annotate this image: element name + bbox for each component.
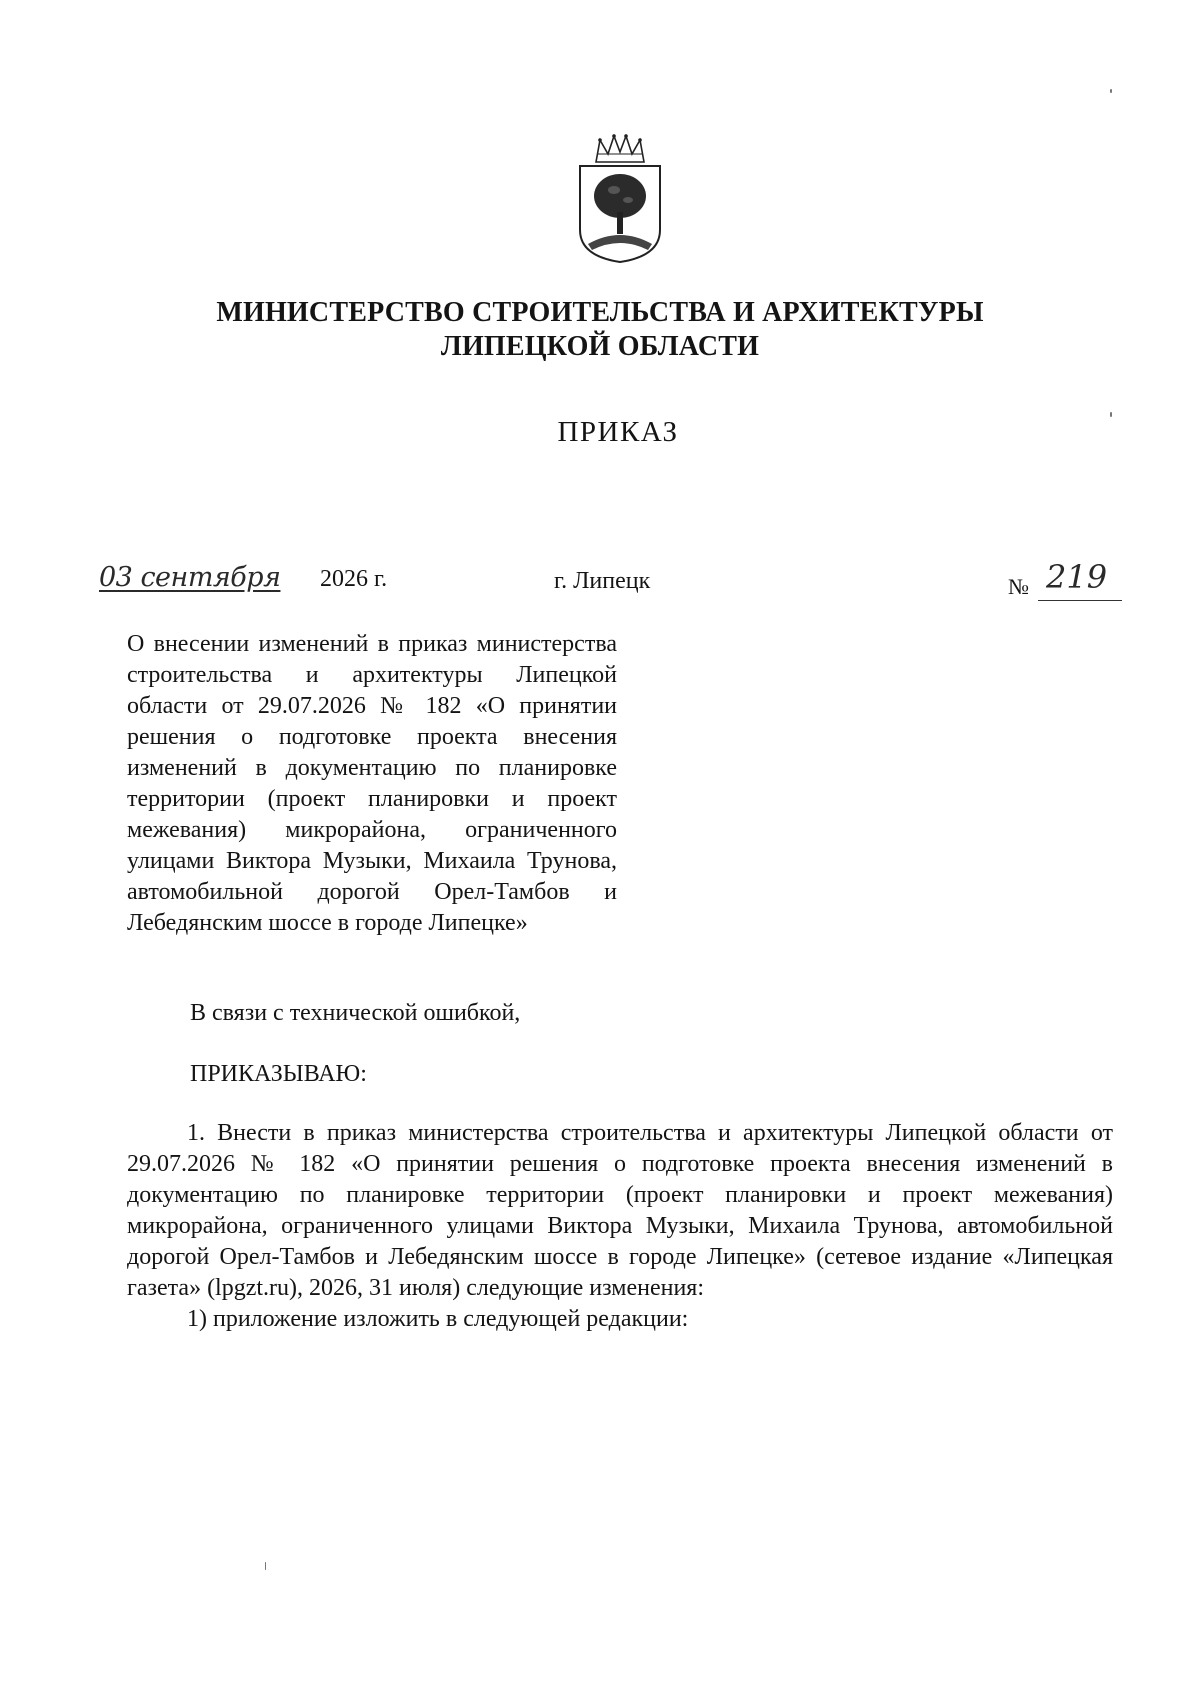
handwritten-date: 03 сентября	[99, 562, 281, 593]
organization-line-1: МИНИСТЕРСТВО СТРОИТЕЛЬСТВА И АРХИТЕКТУРЫ	[216, 297, 984, 328]
organization-line-2: ЛИПЕЦКОЙ ОБЛАСТИ	[440, 331, 760, 362]
order-body	[127, 1118, 1113, 1335]
order-word: ПРИКАЗЫВАЮ:	[190, 1061, 367, 1087]
scan-speck	[1110, 89, 1112, 93]
organization-name	[0, 296, 1200, 364]
paragraph-1: 1. Внести в приказ министерства строительства и архитектуры Липецкой области от 29.07.2026 № 182 «О принятии решения о подготовке проекта внесения изменений в документацию по планировке территории (проект планировки и проект межевания) микрорайона, ограниченного улицами Виктора Музыки, Михаила Трунова, автомобильной дорогой Орел-Тамбов и Лебедянским шоссе в городе Липецке» (сетевое издание «Липецкая газета» (lpgzt.ru), 2026, 31 июля) следующие изменения:	[127, 1120, 1113, 1301]
item-1: 1) приложение изложить в следующей редакции:	[187, 1306, 689, 1332]
number-underline	[1038, 600, 1122, 601]
scan-speck	[1110, 412, 1112, 417]
coat-of-arms-icon	[574, 134, 666, 264]
number-label: №	[1008, 574, 1029, 599]
date-number-row	[0, 560, 1200, 610]
document-type: ПРИКАЗ	[557, 416, 679, 448]
handwritten-number: 219	[1046, 558, 1108, 596]
scan-speck	[265, 1562, 266, 1570]
reason-text: В связи с технической ошибкой,	[190, 1000, 521, 1026]
order-subject: О внесении изменений в приказ министерства строительства и архитектуры Липецкой области от 29.07.2026 № 182 «О принятии решения о подготовке проекта внесения изменений в документацию по планировке территории (проект планировки и проект межевания) микрорайона, ограниченного улицами Виктора Музыки, Михаила Трунова, автомобильной дорогой Орел-Тамбов и Лебедянским шоссе в городе Липецке»	[127, 631, 617, 936]
city: г. Липецк	[554, 568, 651, 594]
date-year: 2026 г.	[320, 566, 388, 592]
